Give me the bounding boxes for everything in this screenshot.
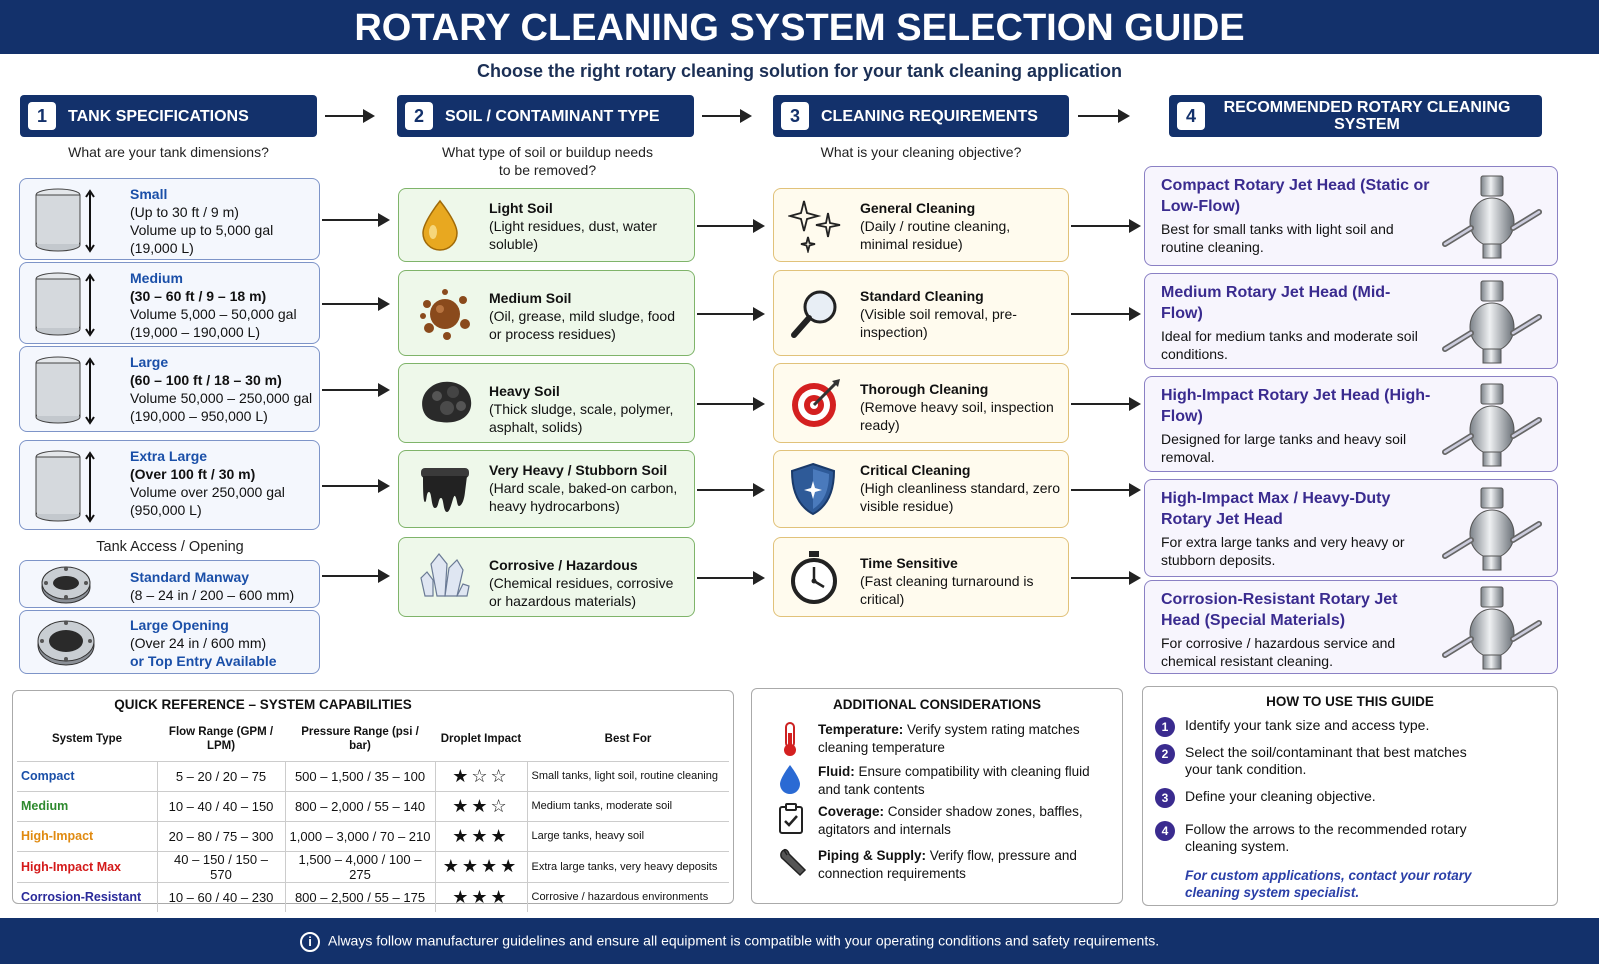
step-label: CLEANING REQUIREMENTS	[821, 107, 1038, 125]
tank-volume: Volume 5,000 – 50,000 gal	[130, 306, 297, 322]
considerations-panel	[751, 688, 1123, 904]
recommended-system-card[interactable]	[1144, 273, 1558, 369]
pressure-range-cell: 1,000 – 3,000 / 70 – 210	[285, 821, 435, 851]
step-3-header	[773, 95, 1069, 137]
requirement-option[interactable]	[773, 363, 1069, 443]
flow-arrow	[1071, 313, 1139, 315]
flow-range-cell: 20 – 80 / 75 – 300	[157, 821, 285, 851]
howto-panel	[1142, 686, 1558, 906]
soil-description: (Hard scale, baked-on carbon, heavy hydrocarbons)	[489, 480, 678, 514]
howto-step	[1155, 717, 1545, 737]
tank-volume-liters: (19,000 L)	[130, 240, 194, 256]
system-description: For extra large tanks and very heavy or stubborn deposits.	[1161, 534, 1405, 568]
soil-description: (Light residues, dust, water soluble)	[489, 218, 658, 252]
flow-arrow	[1071, 489, 1139, 491]
tank-volume: Volume up to 5,000 gal	[130, 222, 274, 238]
soil-name: Very Heavy / Stubborn Soil	[489, 462, 668, 478]
flow-arrow	[1071, 225, 1139, 227]
soil-name: Corrosive / Hazardous	[489, 557, 638, 573]
page-subtitle: Choose the right rotary cleaning solution for your tank cleaning application	[476, 61, 1123, 81]
considerations-title: ADDITIONAL CONSIDERATIONS	[832, 697, 1041, 712]
quick-reference-table	[17, 717, 729, 912]
consideration-item	[818, 763, 1108, 799]
system-description: Designed for large tanks and heavy soil removal.	[1161, 431, 1407, 465]
rock-icon	[417, 376, 475, 431]
info-icon: i	[300, 932, 320, 952]
flow-range-cell: 40 – 150 / 150 – 570	[157, 851, 285, 882]
access-name: Standard Manway	[130, 569, 250, 585]
rotary-jet-head-icon	[1437, 583, 1547, 678]
requirement-name: Critical Cleaning	[860, 462, 971, 478]
pressure-range-cell: 500 – 1,500 / 35 – 100	[285, 761, 435, 791]
rotary-jet-head-icon	[1437, 277, 1547, 372]
requirement-name: General Cleaning	[860, 200, 976, 216]
system-description: Ideal for medium tanks and moderate soil conditions.	[1161, 328, 1418, 362]
tank-volume: Volume 50,000 – 250,000 gal	[130, 390, 313, 406]
tank-size-name: Large	[130, 354, 169, 370]
system-description: Best for small tanks with light soil and routine cleaning.	[1161, 221, 1394, 255]
step-number: 1	[28, 102, 56, 130]
access-title: Tank Access / Opening	[96, 539, 244, 555]
soil-description: (Oil, grease, mild sludge, food or process residues)	[489, 308, 675, 342]
droplet-impact-cell: ★★★	[435, 882, 527, 912]
recommended-system-card[interactable]	[1144, 479, 1558, 577]
flow-arrow	[1071, 403, 1139, 405]
best-for-cell: Extra large tanks, very heavy deposits	[527, 851, 729, 882]
step-label: RECOMMENDED ROTARY CLEANING SYSTEM	[1223, 99, 1511, 133]
crystal-icon	[417, 550, 473, 605]
table-row	[17, 882, 729, 912]
large-flange-icon	[36, 613, 96, 678]
flow-arrow	[1078, 115, 1128, 117]
flow-arrow	[322, 485, 388, 487]
flow-range-cell: 10 – 40 / 40 – 150	[157, 791, 285, 821]
system-type-cell: High-Impact Max	[17, 851, 157, 882]
footer-text: Always follow manufacturer guidelines and ensure all equipment is compatible with your operating conditions and safety requirements.	[328, 932, 1160, 949]
tank-cylinder-icon	[34, 187, 96, 260]
consideration-label: Coverage:	[818, 804, 885, 819]
flow-arrow	[697, 313, 763, 315]
consideration-item	[818, 721, 1108, 757]
tank-dimension: (Over 100 ft / 30 m)	[130, 466, 256, 482]
flow-arrow	[697, 577, 763, 579]
tank-size-option[interactable]	[19, 346, 320, 432]
tank-cylinder-icon	[34, 271, 96, 344]
table-row	[17, 761, 729, 791]
tank-size-option[interactable]	[19, 178, 320, 260]
recommended-system-card[interactable]	[1144, 376, 1558, 472]
table-header: Best For	[604, 732, 652, 745]
soil-option[interactable]	[398, 537, 695, 617]
wrench-icon	[778, 847, 808, 882]
table-row	[17, 791, 729, 821]
requirement-option[interactable]	[773, 270, 1069, 356]
step-4-header	[1169, 95, 1542, 137]
consideration-text: Consider shadow zones, baffles, agitators and internals	[818, 804, 1083, 837]
howto-step	[1155, 744, 1545, 778]
howto-step-text: Identify your tank size and access type.	[1185, 717, 1430, 733]
best-for-cell: Corrosive / hazardous environments	[527, 882, 729, 912]
shield-icon	[788, 461, 838, 522]
tank-size-name: Extra Large	[130, 448, 208, 464]
howto-step-text: Follow the arrows to the recommended rotary cleaning system.	[1185, 821, 1467, 854]
best-for-cell: Large tanks, heavy soil	[527, 821, 729, 851]
consideration-label: Temperature:	[818, 722, 904, 737]
flow-arrow	[697, 225, 763, 227]
step-2-question: What type of soil or buildup needs to be removed?	[442, 144, 653, 178]
system-type-cell: Corrosion-Resistant	[17, 882, 157, 912]
pressure-range-cell: 800 – 2,500 / 55 – 175	[285, 882, 435, 912]
requirement-description: (Remove heavy soil, inspection ready)	[860, 399, 1054, 433]
access-name: Large Opening	[130, 617, 229, 633]
droplet-impact-cell: ★☆☆	[435, 761, 527, 791]
access-size: (8 – 24 in / 200 – 600 mm)	[130, 587, 295, 603]
tank-dimension: (30 – 60 ft / 9 – 18 m)	[130, 288, 267, 304]
target-icon	[788, 375, 844, 436]
system-type-cell: High-Impact	[17, 821, 157, 851]
soil-option[interactable]	[398, 450, 695, 528]
tank-volume-liters: (190,000 – 950,000 L)	[130, 408, 268, 424]
howto-step-text: Select the soil/contaminant that best matches your tank condition.	[1185, 744, 1467, 777]
drop-icon	[778, 763, 802, 800]
table-row	[17, 821, 729, 851]
step-number: 2	[405, 102, 433, 130]
requirement-name: Time Sensitive	[860, 555, 958, 571]
system-title: High-Impact Max / Heavy-Duty Rotary Jet Head	[1161, 490, 1391, 528]
pressure-range-cell: 1,500 – 4,000 / 100 – 275	[285, 851, 435, 882]
droplet-impact-cell: ★★★	[435, 821, 527, 851]
thermometer-icon	[778, 721, 802, 762]
soil-name: Light Soil	[489, 200, 553, 216]
flow-arrow	[702, 115, 750, 117]
pressure-range-cell: 800 – 2,000 / 55 – 140	[285, 791, 435, 821]
system-title: Corrosion-Resistant Rotary Jet Head (Special Materials)	[1161, 591, 1398, 629]
howto-title: HOW TO USE THIS GUIDE	[1266, 694, 1434, 709]
droplet-impact-cell: ★★★★	[435, 851, 527, 882]
flow-arrow	[322, 219, 388, 221]
requirement-description: (Fast cleaning turnaround is critical)	[860, 573, 1034, 607]
flow-arrow	[1071, 577, 1139, 579]
rotary-jet-head-icon	[1437, 484, 1547, 579]
splat-icon	[417, 286, 473, 347]
magnifier-icon	[788, 285, 844, 346]
recommended-system-card[interactable]	[1144, 580, 1558, 674]
table-row	[17, 851, 729, 882]
soil-description: (Thick sludge, scale, polymer, asphalt, solids)	[489, 401, 674, 435]
access-option[interactable]	[19, 560, 320, 608]
tank-cylinder-icon	[34, 449, 96, 530]
step-1-header	[20, 95, 317, 137]
flow-arrow	[697, 403, 763, 405]
soil-description: (Chemical residues, corrosive or hazardous materials)	[489, 575, 674, 609]
rotary-jet-head-icon	[1437, 380, 1547, 475]
access-option[interactable]	[19, 610, 320, 674]
system-type-cell: Compact	[17, 761, 157, 791]
howto-note: For custom applications, contact your rotary cleaning system specialist.	[1185, 868, 1472, 900]
requirement-description: (Daily / routine cleaning, minimal residue)	[860, 218, 1011, 252]
sparkle-icon	[788, 197, 844, 258]
soil-name: Heavy Soil	[489, 383, 560, 399]
consideration-text: Verify flow, pressure and connection requirements	[818, 848, 1077, 881]
howto-step-text: Define your cleaning objective.	[1185, 788, 1376, 804]
tank-volume-liters: (19,000 – 190,000 L)	[130, 324, 260, 340]
requirement-option[interactable]	[773, 450, 1069, 528]
requirement-option[interactable]	[773, 537, 1069, 617]
system-title: High-Impact Rotary Jet Head (High-Flow)	[1161, 387, 1431, 425]
step-number-badge: 4	[1155, 821, 1175, 841]
tank-volume-liters: (950,000 L)	[130, 502, 202, 518]
soil-option[interactable]	[398, 270, 695, 356]
best-for-cell: Small tanks, light soil, routine cleaning	[527, 761, 729, 791]
tar-icon	[417, 462, 473, 523]
step-number-badge: 1	[1155, 717, 1175, 737]
access-size: (Over 24 in / 600 mm)	[130, 635, 267, 651]
system-description: For corrosive / hazardous service and chemical resistant cleaning.	[1161, 635, 1396, 669]
consideration-label: Piping & Supply:	[818, 848, 926, 863]
system-type-cell: Medium	[17, 791, 157, 821]
consideration-label: Fluid:	[818, 764, 855, 779]
tank-cylinder-icon	[34, 355, 96, 432]
clipboard-icon	[778, 803, 804, 840]
recommended-system-card[interactable]	[1144, 166, 1558, 266]
best-for-cell: Medium tanks, moderate soil	[527, 791, 729, 821]
consideration-item	[818, 847, 1108, 883]
quick-reference-panel	[12, 690, 734, 907]
requirement-option[interactable]	[773, 188, 1069, 262]
table-header: System Type	[51, 732, 123, 745]
step-number: 4	[1177, 102, 1205, 130]
access-note: or Top Entry Available	[130, 653, 277, 669]
requirement-name: Thorough Cleaning	[860, 381, 989, 397]
tank-size-name: Small	[130, 186, 168, 202]
quick-reference-title: QUICK REFERENCE – SYSTEM CAPABILITIES	[114, 697, 412, 712]
flow-arrow	[697, 489, 763, 491]
flow-arrow	[325, 115, 373, 117]
system-title: Medium Rotary Jet Head (Mid-Flow)	[1161, 284, 1391, 322]
soil-option[interactable]	[398, 188, 695, 262]
rotary-jet-head-icon	[1437, 172, 1547, 267]
tank-dimension: (Up to 30 ft / 9 m)	[130, 204, 239, 220]
tank-size-name: Medium	[130, 270, 183, 286]
step-label: TANK SPECIFICATIONS	[68, 107, 249, 125]
tank-size-option[interactable]	[19, 440, 320, 530]
tank-dimension: (60 – 100 ft / 18 – 30 m)	[130, 372, 282, 388]
howto-step	[1155, 821, 1545, 855]
table-header: Droplet Impact	[440, 732, 522, 745]
consideration-text: Ensure compatibility with cleaning fluid and tank contents	[818, 764, 1090, 797]
flow-range-cell: 10 – 60 / 40 – 230	[157, 882, 285, 912]
step-number: 3	[781, 102, 809, 130]
soil-name: Medium Soil	[489, 290, 572, 306]
flow-arrow	[322, 389, 388, 391]
step-number-badge: 3	[1155, 788, 1175, 808]
consideration-text: Verify system rating matches cleaning temperature	[818, 722, 1080, 755]
flow-arrow	[322, 303, 388, 305]
footer-bar	[0, 918, 1599, 964]
system-title: Compact Rotary Jet Head (Static or Low-Flow)	[1161, 177, 1430, 215]
droplet-impact-cell: ★★☆	[435, 791, 527, 821]
howto-step	[1155, 788, 1545, 808]
consideration-item	[818, 803, 1108, 839]
requirement-description: (High cleanliness standard, zero visible residue)	[860, 480, 1060, 514]
stopwatch-icon	[788, 549, 840, 612]
flow-arrow	[322, 575, 388, 577]
step-3-question: What is your cleaning objective?	[820, 144, 1022, 160]
step-number-badge: 2	[1155, 744, 1175, 764]
table-header: Flow Range (GPM / LPM)	[168, 725, 274, 752]
droplet-icon	[417, 198, 463, 257]
step-label: SOIL / CONTAMINANT TYPE	[445, 107, 660, 125]
step-2-header	[397, 95, 694, 137]
tank-size-option[interactable]	[19, 262, 320, 344]
step-1-question: What are your tank dimensions?	[68, 144, 269, 160]
table-header: Pressure Range (psi / bar)	[301, 725, 419, 752]
page-title: ROTARY CLEANING SYSTEM SELECTION GUIDE	[0, 0, 1599, 54]
requirement-description: (Visible soil removal, pre-inspection)	[860, 306, 1017, 340]
soil-option[interactable]	[398, 363, 695, 443]
tank-volume: Volume over 250,000 gal	[130, 484, 285, 500]
flow-range-cell: 5 – 20 / 20 – 75	[157, 761, 285, 791]
requirement-name: Standard Cleaning	[860, 288, 984, 304]
